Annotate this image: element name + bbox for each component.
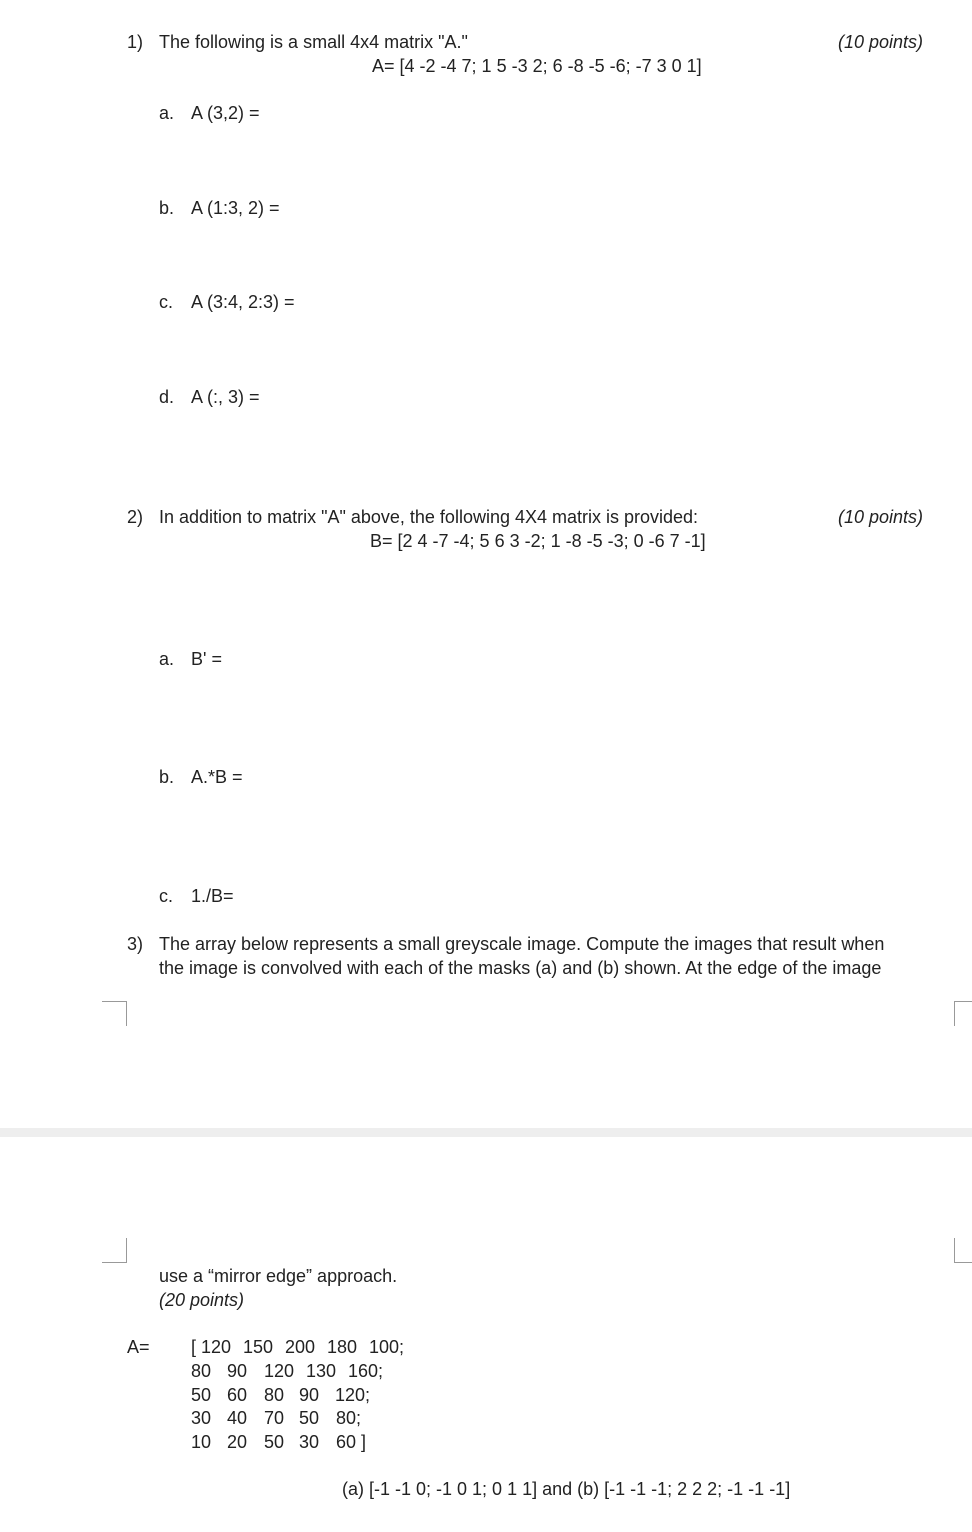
image-cell: 160; (348, 1361, 384, 1381)
image-cell: 50 (191, 1385, 212, 1405)
image-cell: [ 120 (191, 1337, 232, 1357)
q2-part-a-label: a. (159, 649, 175, 669)
q2-text: In addition to matrix "A" above, the following 4X4 matrix is provided: (159, 507, 699, 527)
q3-line-1: The array below represents a small greyscale image. Compute the images that result when (159, 934, 885, 954)
image-cell: 70 (264, 1408, 285, 1428)
q2-part-a-expr: B' = (191, 649, 222, 669)
q2-number: 2) (127, 507, 144, 527)
image-cell: 180 (327, 1337, 358, 1357)
image-cell: 30 (299, 1432, 320, 1452)
q1-part-d-expr: A (:, 3) = (191, 387, 260, 407)
image-cell: 120; (335, 1385, 371, 1405)
image-cell: 120 (264, 1361, 295, 1381)
image-cell: 90 (227, 1361, 248, 1381)
q3-points: (20 points) (159, 1290, 245, 1310)
q1-points: (10 points) (837, 32, 923, 52)
image-cell: 80 (264, 1385, 285, 1405)
q1-part-c-label: c. (159, 292, 174, 312)
q2-part-b-label: b. (159, 767, 175, 787)
q1-part-b-expr: A (1:3, 2) = (191, 198, 280, 218)
q1-part-b-label: b. (159, 198, 175, 218)
crop-mark-bottom-left (102, 1238, 127, 1263)
crop-mark-bottom-right (954, 1238, 972, 1263)
image-cell: 40 (227, 1408, 248, 1428)
page-separator (0, 1128, 972, 1137)
q2-part-b-expr: A.*B = (191, 767, 243, 787)
crop-mark-top-left (102, 1001, 127, 1026)
image-cell: 50 (264, 1432, 285, 1452)
image-cell: 200 (285, 1337, 316, 1357)
image-cell: 10 (191, 1432, 212, 1452)
q3-number: 3) (127, 934, 144, 954)
image-cell: 60 ] (336, 1432, 367, 1452)
image-cell: 100; (369, 1337, 405, 1357)
q1-matrix: A= [4 -2 -4 7; 1 5 -3 2; 6 -8 -5 -6; -7 3 0 1] (372, 56, 702, 76)
q1-number: 1) (127, 32, 144, 52)
q1-part-c-expr: A (3:4, 2:3) = (191, 292, 295, 312)
image-cell: 50 (299, 1408, 320, 1428)
q3-line-2: the image is convolved with each of the masks (a) and (b) shown. At the edge of the image (159, 958, 882, 978)
q3-line-3: use a “mirror edge” approach. (159, 1266, 398, 1286)
q1-part-d-label: d. (159, 387, 175, 407)
q1-part-a-expr: A (3,2) = (191, 103, 260, 123)
image-cell: 80; (336, 1408, 362, 1428)
q1-part-a-label: a. (159, 103, 175, 123)
image-cell: 80 (191, 1361, 212, 1381)
image-cell: 20 (227, 1432, 248, 1452)
image-cell: 30 (191, 1408, 212, 1428)
q2-matrix: B= [2 4 -7 -4; 5 6 3 -2; 1 -8 -5 -3; 0 -6 7 -1] (370, 531, 706, 551)
q2-points: (10 points) (837, 507, 923, 527)
masks-text: (a) [-1 -1 0; -1 0 1; 0 1 1] and (b) [-1 -1 -1; 2 2 2; -1 -1 -1] (342, 1479, 791, 1499)
image-cell: 90 (299, 1385, 320, 1405)
image-cell: 150 (243, 1337, 274, 1357)
q1-text: The following is a small 4x4 matrix "A." (159, 32, 468, 52)
image-label: A= (127, 1337, 150, 1357)
q2-part-c-label: c. (159, 886, 174, 906)
q2-part-c-expr: 1./B= (191, 886, 234, 906)
image-cell: 60 (227, 1385, 248, 1405)
image-cell: 130 (306, 1361, 337, 1381)
crop-mark-top-right (954, 1001, 972, 1026)
